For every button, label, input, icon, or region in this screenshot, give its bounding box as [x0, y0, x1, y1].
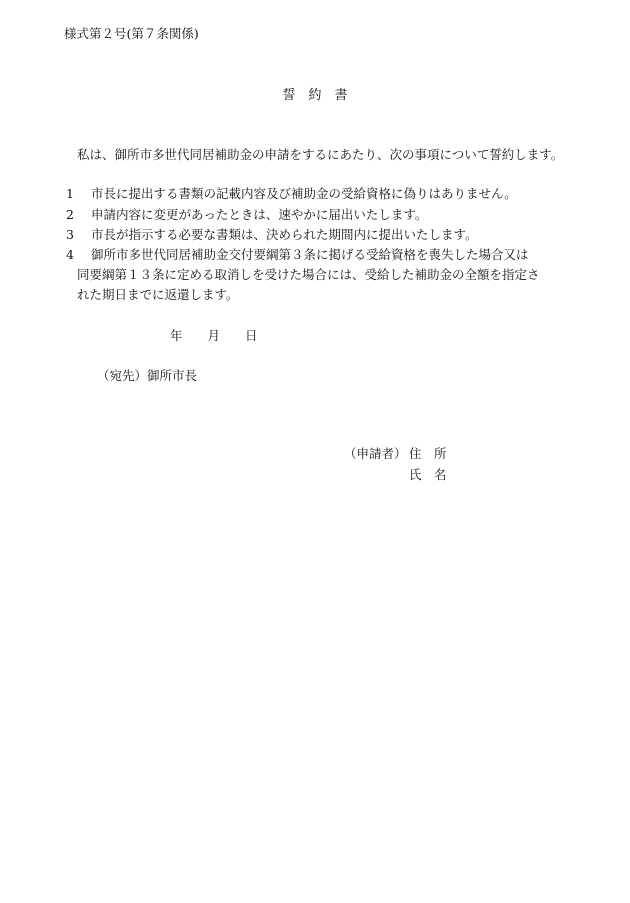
intro-statement: 私は、御所市多世代同居補助金の申請をするにあたり、次の事項について誓約します。	[77, 147, 564, 162]
name-label: 氏 名	[409, 467, 447, 482]
address-label: 住 所	[409, 446, 447, 461]
pledge-item-number: 2	[66, 207, 74, 222]
addressee: （宛先）御所市長	[97, 368, 198, 383]
pledge-item-number: 1	[66, 186, 74, 201]
applicant-label: （申請者）	[344, 446, 407, 461]
pledge-item-text: 市長が指示する必要な書類は、決められた期間内に提出いたします。	[91, 227, 478, 242]
pledge-item-number: 4	[66, 247, 74, 262]
pledge-item-text-continued: 同要綱第１３条に定める取消しを受けた場合には、受給した補助金の全額を指定さ	[77, 267, 540, 282]
pledge-item-text-continued: れた期日までに返還します。	[77, 287, 239, 302]
date-line: 年 月 日	[170, 328, 258, 343]
pledge-item-text: 御所市多世代同居補助金交付要綱第３条に掲げる受給資格を喪失した場合又は	[91, 247, 529, 262]
pledge-item-text: 申請内容に変更があったときは、速やかに届出いたします。	[91, 207, 428, 222]
pledge-item-text: 市長に提出する書類の記載内容及び補助金の受給資格に偽りはありません。	[91, 186, 517, 201]
document-title: 誓 約 書	[282, 88, 348, 103]
pledge-item-number: 3	[66, 227, 74, 242]
form-number: 様式第２号(第７条関係)	[64, 26, 199, 41]
